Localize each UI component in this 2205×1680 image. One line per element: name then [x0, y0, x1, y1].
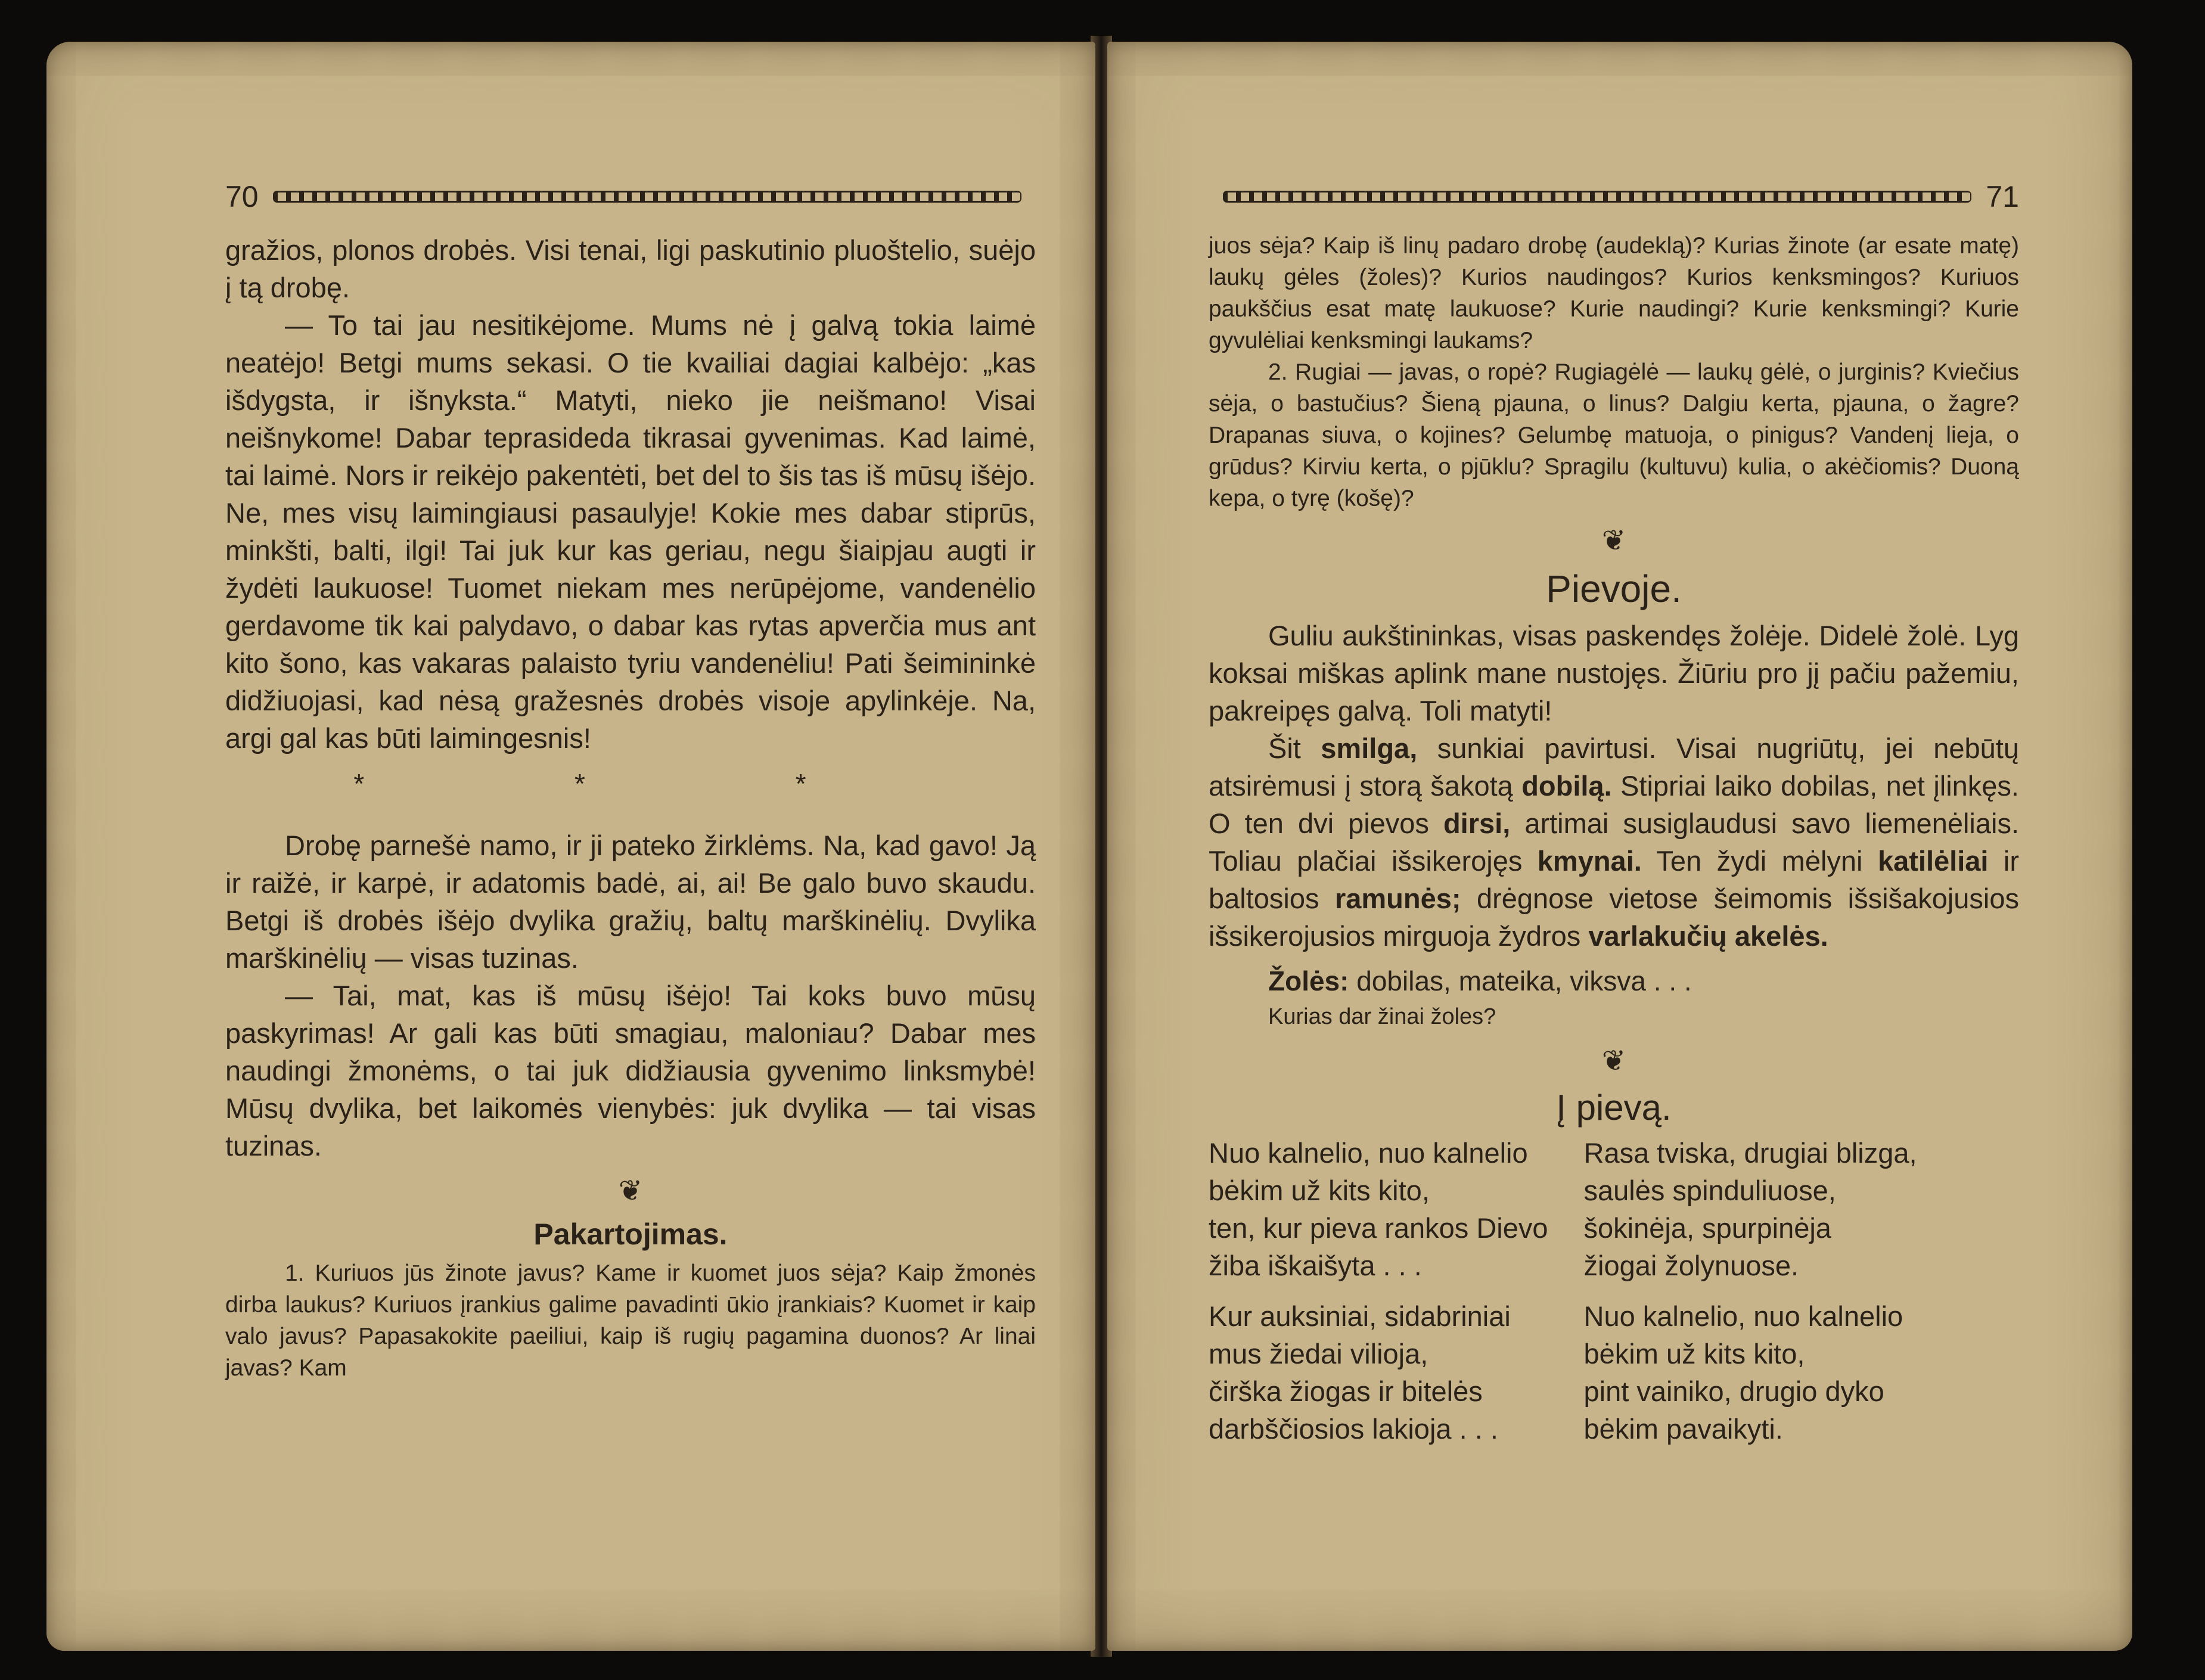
text-run: Stipriai laiko dobilas, net įlinkęs. O ten dvi pievos [1209, 770, 2019, 839]
poem-column-left [1209, 1134, 1548, 1461]
paragraph: gražios, plonos drobės. Visi tenai, ligi paskutinio pluoštelio, suėjo į tą drobę. [225, 234, 1036, 303]
plants-label: Žolės: [1268, 965, 1349, 996]
poem-column-right [1584, 1134, 1917, 1461]
left-page-header [225, 173, 1036, 221]
poem-stanza [1584, 1297, 1917, 1448]
poem-line: Rasa tviska, drugiai blizga, [1583, 1137, 1917, 1169]
section-title: Pievoje. [1546, 567, 1682, 610]
review-questions-2: 2. Rugiai — javas, o ropė? Rugiagėlė — laukų gėlė, o jurginis? Kviečius sėja, o bastučius? Šieną pjauna, o linus? Dalgiu kerta, pjauna, o žagre? Drapanas siuva, o kojines? Gelumbę matuoja, o pinigus? Vandenį lieja, o grūdus? Kirviu kerta, o pjūklu? Spragilu (kultuvu) kulia, o akėčiomis? Duoną kepa, o tyrę (košę)? [1209, 359, 2019, 511]
plants-question: Kurias dar žinai žoles? [1268, 1004, 1496, 1029]
paragraph [1209, 729, 2019, 955]
plant-name: katilėliai [1877, 845, 1989, 877]
paragraph: — Tai, mat, kas iš mūsų išėjo! Tai koks buvo mūsų paskyrimas! Ar gali kas būti smagiau, maloniau? Dabar mes naudingi žmonėms, o tai juk didžiausia gyvenimo linksmybė! Mūsų dvylika, bet laikomės vienybės: juk dvylika — tai visas tuzinas. [225, 980, 1036, 1162]
page-number: 70 [225, 180, 259, 213]
plants-list [1209, 963, 2019, 1035]
review-questions: 1. Kuriuos jūs žinote javus? Kame ir kuomet juos sėja? Kaip žmonės dirba laukus? Kuriuos įrankius galime pavadinti ūkio įrankiais? Kuomet ir kaip valo javus? Papasakokite paeiliui, kaip iš rugių pagamina duonos? Ar linai javas? Kam [225, 1260, 1036, 1381]
text-run: sunkiai pavirtusi. Visai nugriūtų, jei nebūtų atsirėmusi į storą šakotą [1209, 732, 2019, 802]
leaf-ornament-icon: ❦ [1601, 525, 1626, 557]
poem-line: šokinėja, spurpinėja [1583, 1212, 1831, 1244]
text-run: Ten žydi mėlyni [1641, 845, 1878, 877]
poem [1209, 1134, 2019, 1461]
header-ornament [273, 191, 1021, 203]
poem-line: čirška žiogas ir bitelės [1209, 1375, 1483, 1407]
review-questions-continued: juos sėja? Kaip iš linų padaro drobę (audeklą)? Kurias žinote (ar esate matę) laukų gėles (žoles)? Kurios naudingos? Kurios kenksmingos? Kuriuos paukščius esat matę laukuose? Kurie naudingi? Kurie kenksmingi? Kurie gyvulėliai kenksmingi laukams? [1209, 233, 2019, 353]
plant-name: varlakučių akelės. [1588, 920, 1828, 952]
leaf-ornament-icon: ❦ [1601, 1045, 1626, 1077]
plants-items: dobilas, mateika, viksva . . . [1349, 965, 1692, 996]
section-title: Pakartojimas. [533, 1218, 728, 1251]
poem-line: žiogai žolynuose. [1583, 1250, 1799, 1281]
right-page [1107, 42, 2132, 1651]
poem-line: bėkim už kits kito, [1583, 1338, 1805, 1370]
poem-line: žiba iškaišyta . . . [1209, 1250, 1422, 1281]
plant-name: ramunės; [1334, 883, 1461, 914]
poem-line: Kur auksiniai, sidabriniai [1209, 1300, 1511, 1332]
right-page-text [1209, 173, 2019, 1461]
page-number: 71 [1986, 180, 2019, 213]
poem-line: Nuo kalnelio, nuo kalnelio [1583, 1300, 1903, 1332]
paragraph: Guliu aukštininkas, visas paskendęs žolėje. Didelė žolė. Lyg koksai miškas aplink mane nustojęs. Žiūriu pro jį pačiu pažemiu, pakreipęs galvą. Toli matyti! [1209, 620, 2019, 726]
right-page-header [1209, 173, 2019, 221]
text-run: ir baltosios [1209, 845, 2019, 914]
left-page [46, 42, 1095, 1651]
poem-line: ten, kur pieva rankos Dievo [1209, 1212, 1548, 1244]
poem-line: pint vainiko, drugio dyko [1583, 1375, 1884, 1407]
poem-line: darbščiosios lakioja . . . [1209, 1413, 1498, 1445]
poem-line: bėkim už kits kito, [1209, 1175, 1430, 1206]
plant-name: dobilą. [1521, 770, 1612, 802]
poem-line: bėkim pavaikyti. [1583, 1413, 1783, 1445]
header-ornament [1223, 191, 1971, 203]
poem-stanza [1584, 1134, 1917, 1284]
section-separator: * * * [353, 768, 908, 799]
poem-stanza [1209, 1134, 1548, 1284]
text-run: Šit [1268, 732, 1321, 764]
poem-stanza [1209, 1297, 1548, 1448]
plant-name: dirsi, [1443, 808, 1511, 839]
plant-name: smilga, [1321, 732, 1418, 764]
poem-line: mus žiedai vilioja, [1209, 1338, 1428, 1370]
poem-title: Į pievą. [1556, 1088, 1672, 1128]
plant-name: kmynai. [1537, 845, 1642, 877]
poem-line: Nuo kalnelio, nuo kalnelio [1209, 1137, 1528, 1169]
poem-line: saulės spinduliuose, [1583, 1175, 1836, 1206]
text-run: drėgnose vietose šeimomis išsišakojusios išsikerojusios mirguoja žydros [1209, 883, 2019, 952]
paragraph: Drobę parnešė namo, ir ji pateko žirklėms. Na, kad gavo! Ją ir raižė, ir karpė, ir adatomis badė, ai, ai! Be galo buvo skaudu. Betgi iš drobės išėjo dvylika gražių, baltų marškinėlių. Dvylika marškinėlių — visas tuzinas. [225, 830, 1036, 974]
paragraph: — To tai jau nesitikėjome. Mums nė į galvą tokia laimė neatėjo! Betgi mums sekasi. O tie kvailiai dagiai kalbėjo: „kas išdygsta, ir išnyksta.“ Matyti, nieko jie neišmano! Visai neišnykome! Dabar teprasideda tikrasai gyvenimas. Kad laimė, tai laimė. Nors ir reikėjo pakentėti, bet del to šis tas iš mūsų išėjo. Ne, mes visų laimingiausi pasaulyje! Kokie mes dabar stiprūs, minkšti, balti, ilgi! Tai juk kur kas geriau, negu šiaipjau augti ir žydėti laukuose! Tuomet niekam mes nerūpėjome, vandenėlio gerdavome tik kai palydavo, o dabar kas rytas apverčia mus ant kito šono, kas vakaras palaisto tyriu vandenėliu! Pati šeimininkė didžiuojasi, kad nėsą gražesnės drobės visoje apylinkėje. Na, argi gal kas būti laimingesnis! [225, 309, 1036, 754]
text-run: artimai susiglaudusi savo liemenėliais. Toliau plačiai išsikerojęs [1209, 808, 2019, 877]
left-page-text [225, 173, 1036, 1384]
leaf-ornament-icon: ❦ [618, 1175, 643, 1207]
